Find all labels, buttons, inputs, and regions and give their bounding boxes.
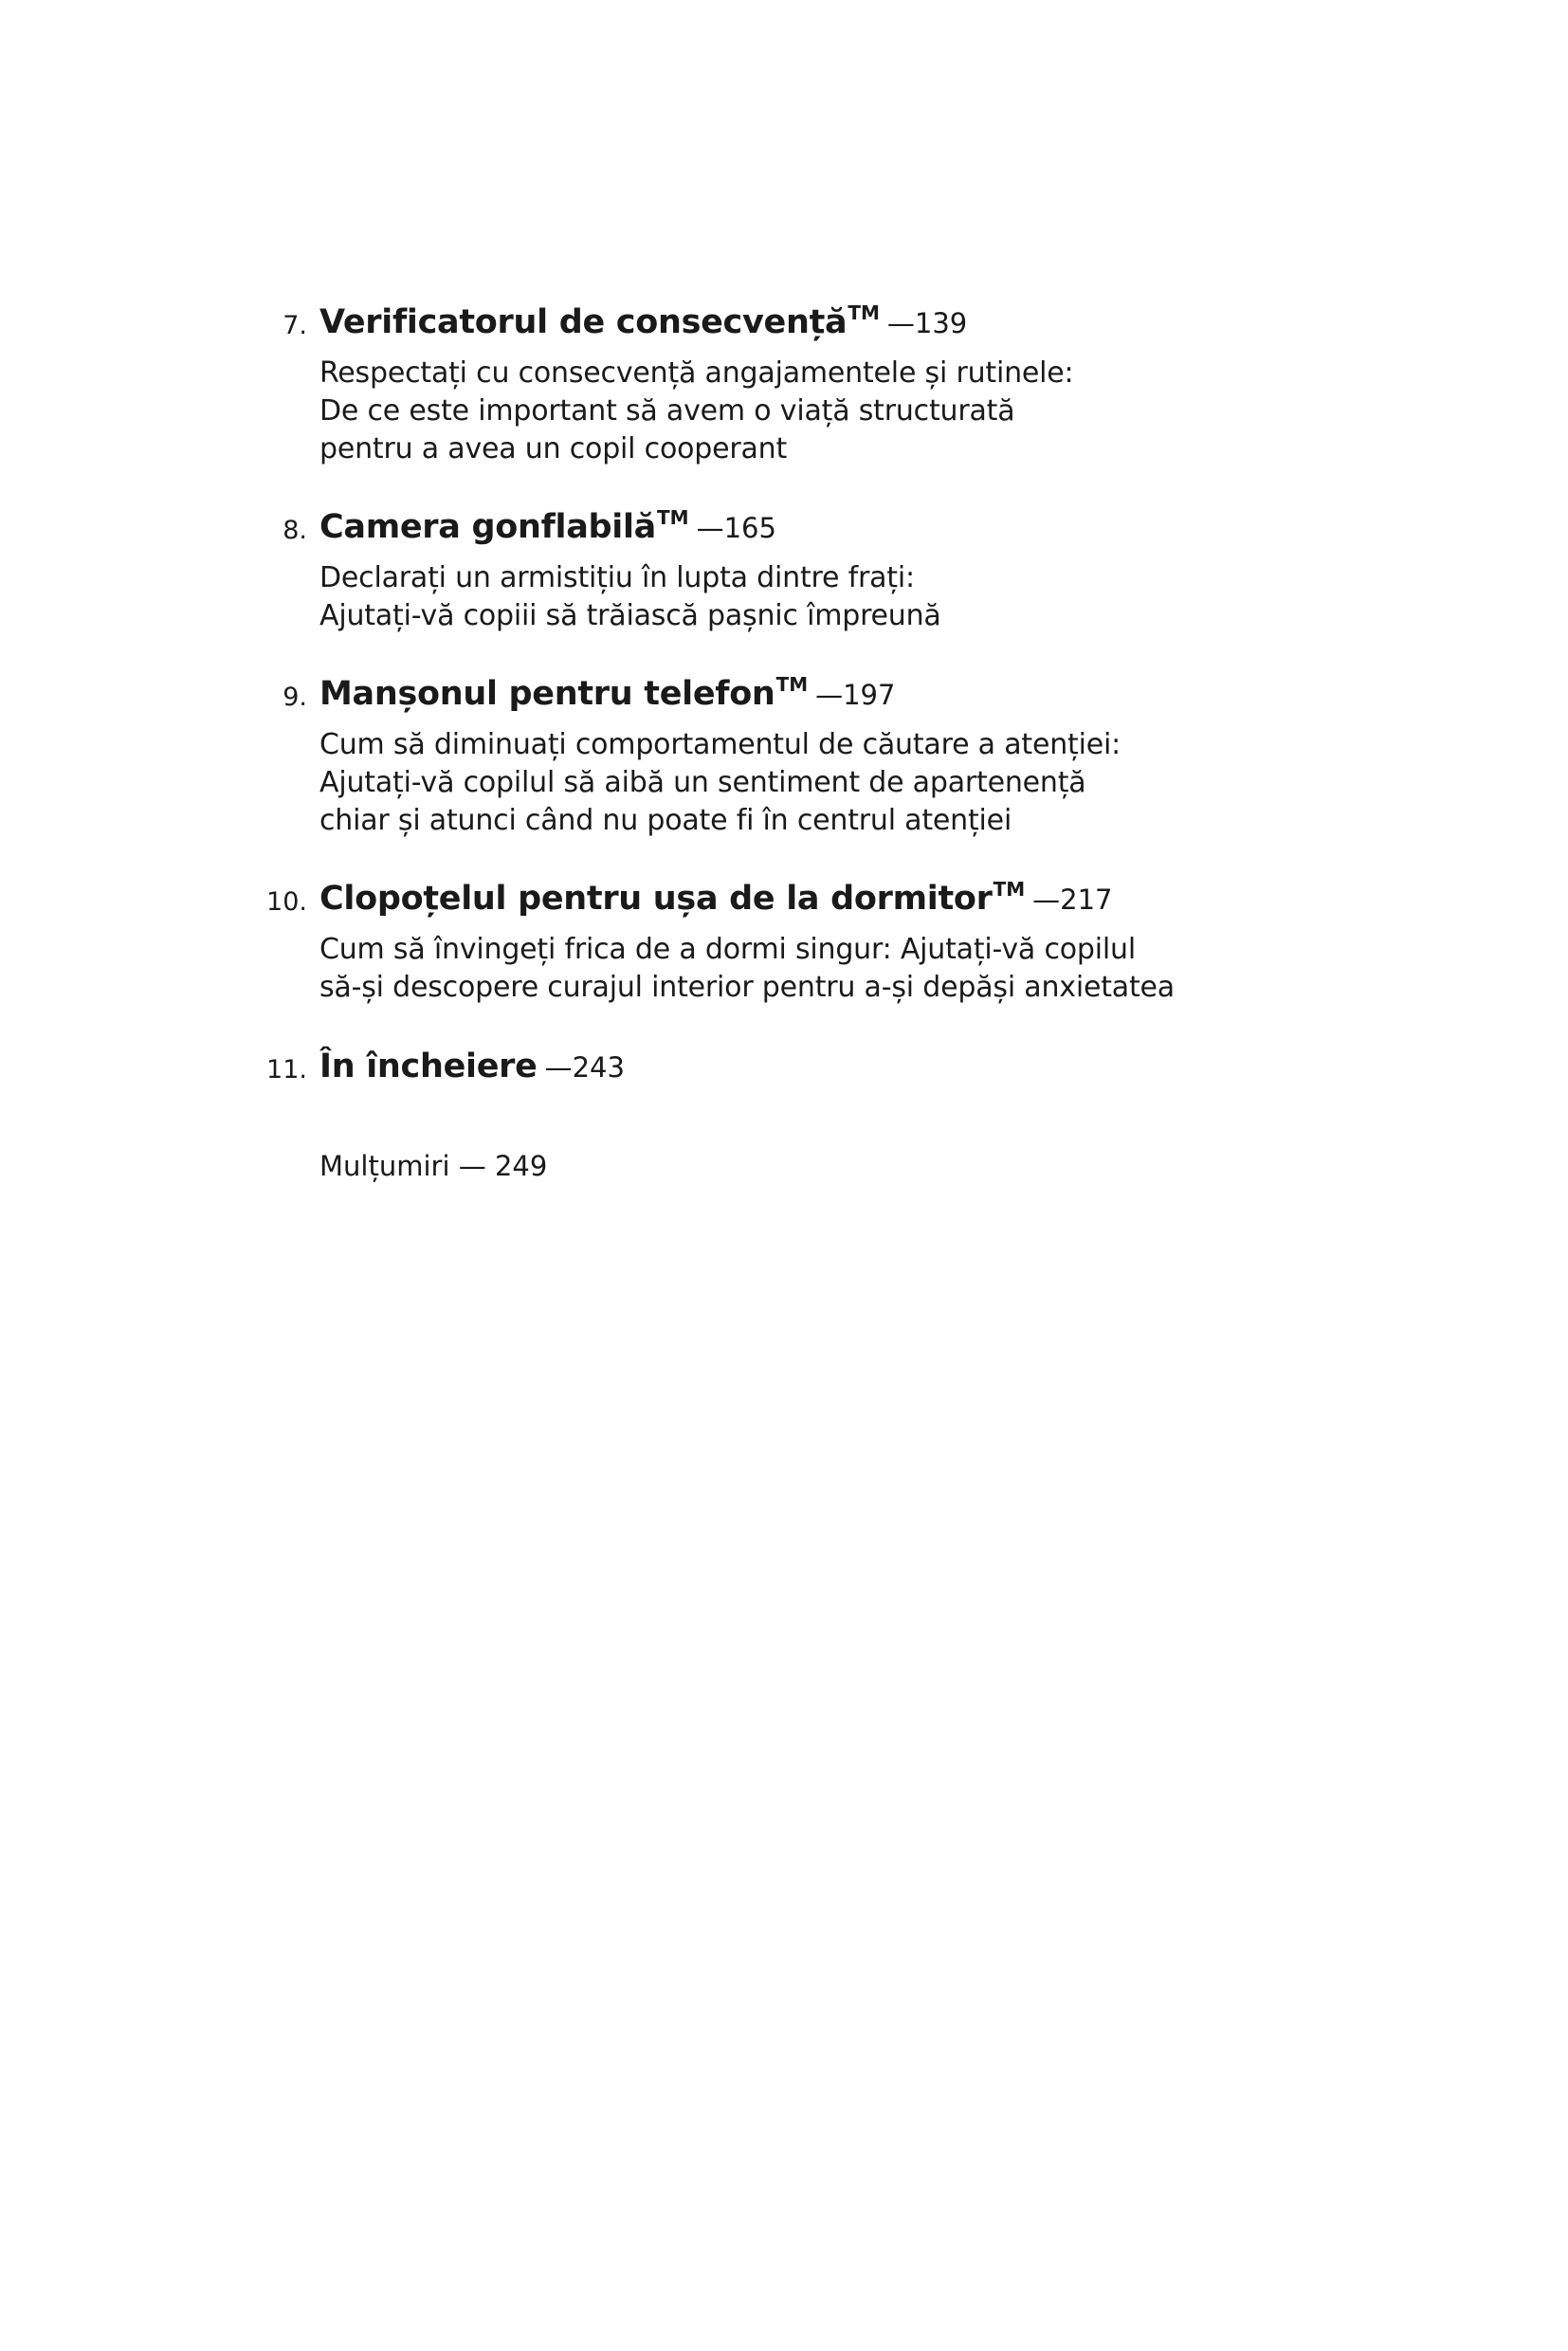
- chapter-title-line: [319, 1046, 625, 1087]
- chapter-title: Verificatorul de consecvență: [319, 303, 848, 341]
- toc-entry-7: [0, 301, 1568, 465]
- page-number: 197: [843, 679, 896, 711]
- description-line: Ajutați-vă copilul să aibă un sentiment de apartenență: [319, 766, 1086, 799]
- chapter-number: 8.: [283, 516, 307, 545]
- description-line: Cum să învingeți frica de a dormi singur: Ajutați-vă copilul: [319, 933, 1136, 966]
- description-line: Respectați cu consecvență angajamentele și rutinele:: [319, 356, 1074, 390]
- toc-entry-10: [0, 878, 1568, 1004]
- chapter-number: 9.: [283, 683, 307, 712]
- page-dash: —: [1032, 884, 1061, 916]
- chapter-number: 10.: [266, 887, 307, 917]
- chapter-description: [319, 726, 1121, 840]
- page-number: 165: [723, 512, 776, 544]
- acknowledgements-label: Mulțumiri: [319, 1150, 450, 1182]
- chapter-description: [319, 355, 1073, 468]
- description-line: chiar și atunci când nu poate fi în centrul atenției: [319, 804, 1012, 837]
- chapter-title-line: [319, 878, 1113, 920]
- toc-entry-8: [0, 506, 1568, 632]
- page-dash: —: [886, 307, 915, 339]
- page-number: 243: [572, 1051, 625, 1084]
- chapter-title-line: [319, 506, 776, 548]
- page-dash: —: [815, 679, 844, 711]
- trademark-mark: TM: [993, 878, 1026, 901]
- acknowledgements-entry: [319, 1147, 547, 1185]
- toc-entry-heading: [0, 673, 1568, 717]
- description-line: Declarați un armistițiu în lupta dintre frați:: [319, 561, 915, 594]
- toc-entry-heading: [0, 1046, 1568, 1089]
- page-number: 249: [494, 1150, 548, 1182]
- chapter-description: [319, 931, 1175, 1007]
- toc-entry-heading: [0, 506, 1568, 550]
- description-line: Ajutați-vă copiii să trăiască pașnic împreună: [319, 599, 941, 632]
- chapter-title: Camera gonflabilă: [319, 508, 657, 546]
- description-line: pentru a avea un copil cooperant: [319, 432, 788, 465]
- page-dash: —: [696, 512, 724, 544]
- chapter-number: 11.: [266, 1055, 307, 1084]
- trademark-mark: TM: [657, 506, 689, 529]
- page-number: 139: [914, 307, 968, 339]
- description-line: Cum să diminuați comportamentul de căutare a atenției:: [319, 728, 1121, 761]
- trademark-mark: TM: [775, 673, 809, 696]
- description-line: De ce este important să avem o viață structurată: [319, 394, 1015, 428]
- page-number: 217: [1060, 884, 1113, 916]
- chapter-title-line: [319, 673, 895, 715]
- chapter-title: Clopoțelul pentru ușa de la dormitor: [319, 880, 993, 918]
- page-dash: —: [544, 1051, 573, 1084]
- trademark-mark: TM: [848, 301, 880, 324]
- toc-entry-11: [0, 1046, 1568, 1089]
- chapter-description: [319, 559, 941, 635]
- chapter-title-line: [319, 301, 967, 343]
- page-dash: —: [458, 1150, 486, 1182]
- chapter-title: În încheiere: [319, 1048, 538, 1085]
- description-line: să-și descopere curajul interior pentru a-și depăși anxietatea: [319, 971, 1175, 1004]
- toc-entry-heading: [0, 878, 1568, 921]
- chapter-title: Manșonul pentru telefon: [319, 675, 775, 713]
- toc-entry-heading: [0, 301, 1568, 345]
- chapter-number: 7.: [283, 311, 307, 340]
- toc-entry-9: [0, 673, 1568, 837]
